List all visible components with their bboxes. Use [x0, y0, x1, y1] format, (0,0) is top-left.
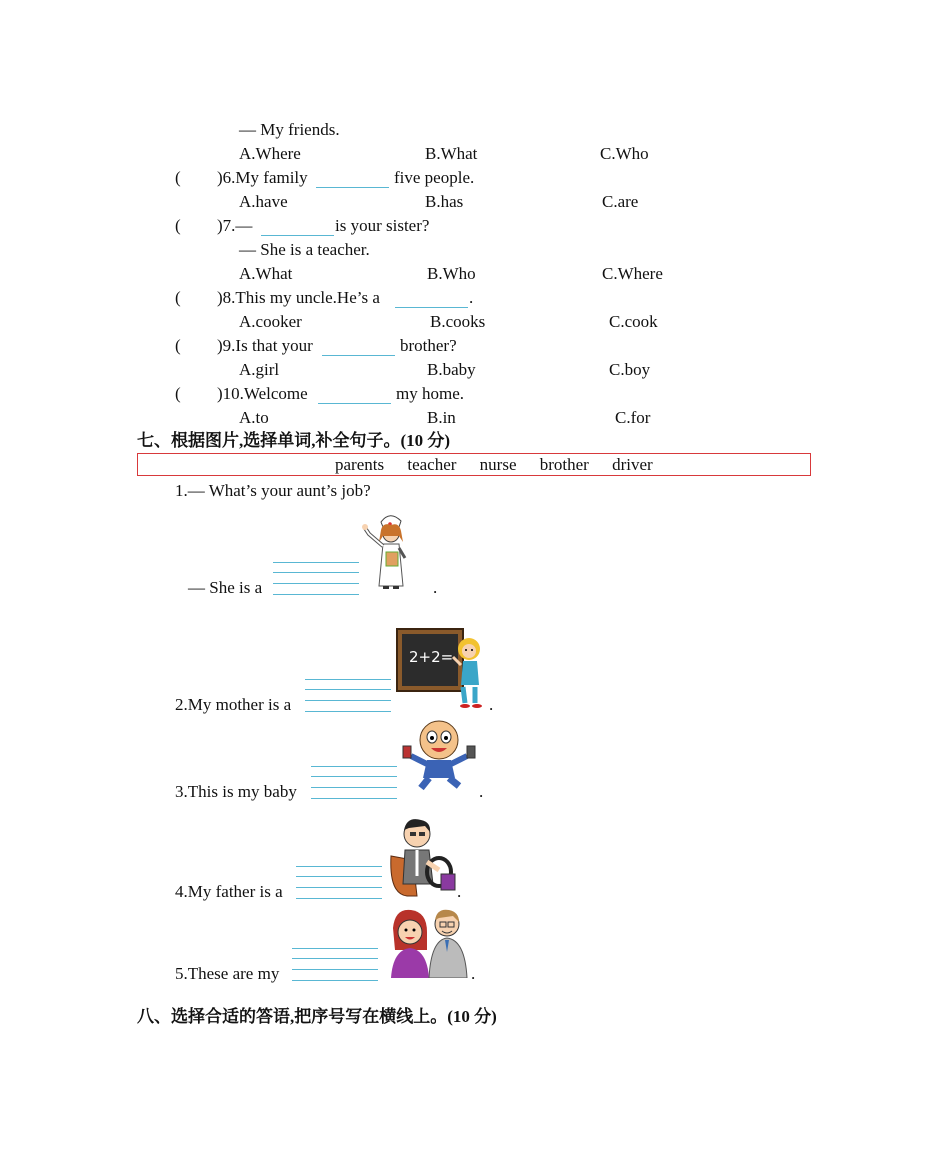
q9-blank[interactable] — [322, 355, 395, 356]
q10-stem: )10.Welcome — [217, 384, 308, 403]
item3-end: . — [479, 782, 484, 801]
item1-blank-line — [273, 562, 359, 563]
q8-stem: )8.This my uncle.He’s a — [217, 288, 380, 307]
q10-option-c: C.for — [615, 408, 651, 427]
q9-stem-end: brother? — [400, 336, 457, 355]
q9-stem: )9.Is that your — [217, 336, 313, 355]
word-bank-word: nurse — [479, 455, 517, 474]
item4-blank-line — [296, 876, 382, 877]
parents-picture — [387, 906, 471, 978]
q7-blank[interactable] — [261, 235, 334, 236]
q7-answer: — She is a teacher. — [239, 240, 370, 259]
q6-answer-paren[interactable]: ( — [175, 168, 181, 187]
item1-blank[interactable] — [273, 594, 359, 595]
item1-blank-line — [273, 572, 359, 573]
q7-stem-end: is your sister? — [335, 216, 430, 235]
q10-option-b: B.in — [427, 408, 456, 427]
teacher-picture — [395, 627, 489, 709]
driver-picture — [387, 816, 459, 898]
item5-blank-line — [292, 969, 378, 970]
word-bank — [335, 455, 672, 475]
item3-blank-line — [311, 766, 397, 767]
item2-blank[interactable] — [305, 711, 391, 712]
q8-stem-end: . — [469, 288, 474, 307]
q10-answer-paren[interactable]: ( — [175, 384, 181, 403]
q7-option-a: A.What — [239, 264, 293, 283]
item2-blank-line — [305, 700, 391, 701]
word-bank-word: brother — [539, 455, 589, 474]
item2-blank-line — [305, 689, 391, 690]
nurse-picture — [359, 512, 421, 590]
section8-heading: 八、选择合适的答语,把序号写在横线上。(10 分) — [137, 1007, 497, 1026]
q6-stem-end: five people. — [394, 168, 475, 187]
q10-stem-end: my home. — [396, 384, 464, 403]
q9-option-b: B.baby — [427, 360, 476, 379]
q8-option-b: B.cooks — [430, 312, 486, 331]
item1-text: — She is a — [188, 578, 263, 597]
q7-option-b: B.Who — [427, 264, 476, 283]
item2-text: 2.My mother is a — [175, 695, 292, 714]
q9-option-a: A.girl — [239, 360, 280, 379]
item2-blank-line — [305, 679, 391, 680]
item1-end: . — [433, 578, 438, 597]
item3-blank-line — [311, 776, 397, 777]
q8-option-a: A.cooker — [239, 312, 302, 331]
item4-blank-line — [296, 866, 382, 867]
item3-text: 3.This is my baby — [175, 782, 297, 801]
item5-blank-line — [292, 958, 378, 959]
q9-answer-paren[interactable]: ( — [175, 336, 181, 355]
item1-question: 1.— What’s your aunt’s job? — [175, 481, 371, 500]
word-bank-word: parents — [335, 455, 385, 474]
word-bank-word: teacher — [407, 455, 457, 474]
q5-answer: — My friends. — [239, 120, 340, 139]
item4-text: 4.My father is a — [175, 882, 283, 901]
q10-option-a: A.to — [239, 408, 269, 427]
q7-answer-paren[interactable]: ( — [175, 216, 181, 235]
q6-option-b: B.has — [425, 192, 464, 211]
item4-blank[interactable] — [296, 898, 382, 899]
word-bank-word: driver — [612, 455, 653, 474]
q7-option-c: C.Where — [602, 264, 663, 283]
q8-option-c: C.cook — [609, 312, 658, 331]
q8-blank[interactable] — [395, 307, 468, 308]
q6-blank[interactable] — [316, 187, 389, 188]
item5-end: . — [471, 964, 476, 983]
q5-option-b: B.What — [425, 144, 478, 163]
q5-option-a: A.Where — [239, 144, 301, 163]
q8-answer-paren[interactable]: ( — [175, 288, 181, 307]
item3-blank-line — [311, 787, 397, 788]
item4-blank-line — [296, 887, 382, 888]
q6-stem: )6.My family — [217, 168, 308, 187]
svg-text:2+2=: 2+2= — [409, 648, 454, 666]
q10-blank[interactable] — [318, 403, 391, 404]
item4-end: . — [457, 882, 462, 901]
item3-blank[interactable] — [311, 798, 397, 799]
section7-heading: 七、根据图片,选择单词,补全句子。(10 分) — [137, 431, 451, 450]
baby-picture — [399, 716, 481, 792]
q7-stem: )7.— — [217, 216, 253, 235]
item2-end: . — [489, 695, 494, 714]
q6-option-a: A.have — [239, 192, 288, 211]
q9-option-c: C.boy — [609, 360, 651, 379]
q5-option-c: C.Who — [600, 144, 649, 163]
item5-blank[interactable] — [292, 980, 378, 981]
q6-option-c: C.are — [602, 192, 639, 211]
item5-text: 5.These are my — [175, 964, 280, 983]
item1-blank-line — [273, 583, 359, 584]
item5-blank-line — [292, 948, 378, 949]
